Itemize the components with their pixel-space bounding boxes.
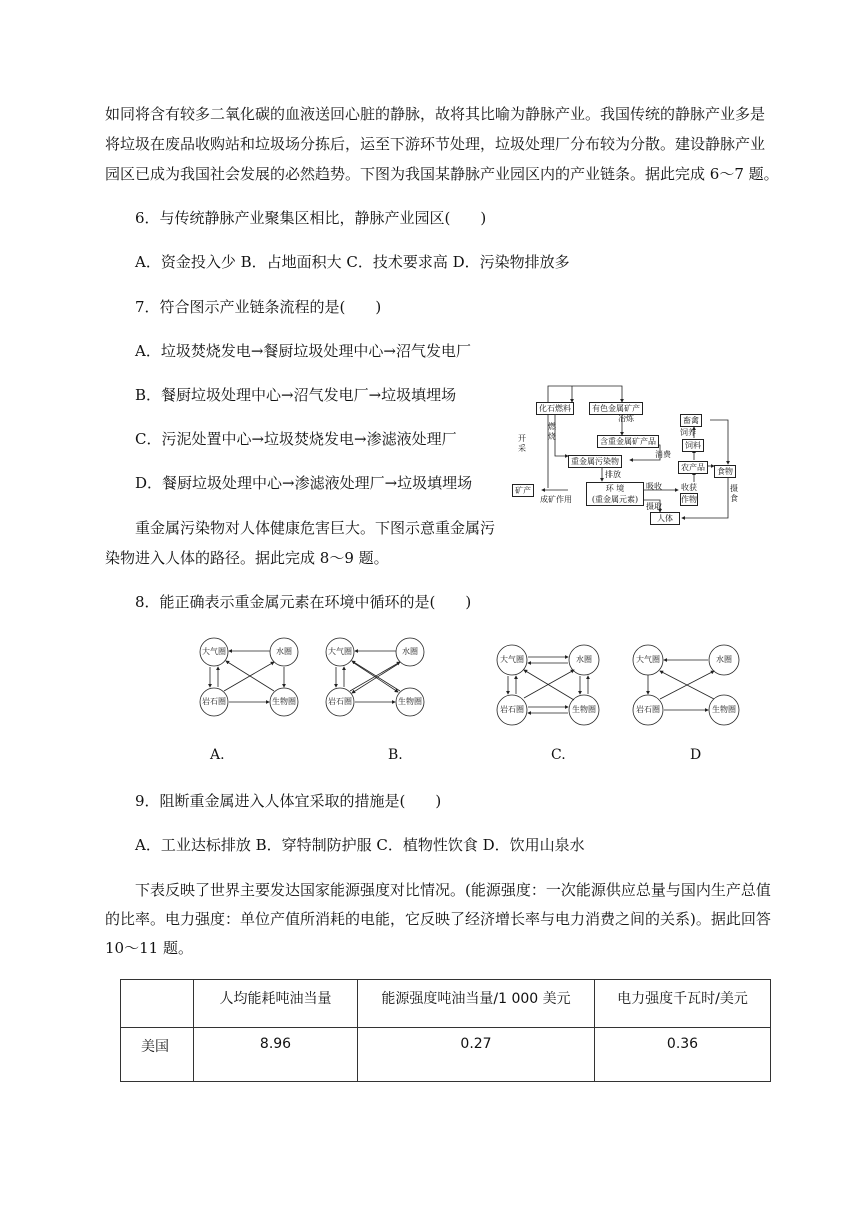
ore-box: 矿产	[512, 484, 534, 497]
cycle-d-lithosphere: 岩石圈	[636, 705, 660, 714]
cycle-c-lithosphere: 岩石圈	[500, 705, 524, 714]
heavy-metal-product-box: 含重金属矿产品	[597, 435, 659, 448]
q8-option-d-label: D	[690, 747, 702, 763]
question-9-options: A．工业达标排放 B．穿特制防护服 C．植物性饮食 D．饮用山泉水	[135, 836, 585, 854]
table-header-energy-intensity: 能源强度吨油当量/1 000 美元	[358, 980, 595, 1028]
environment-line2: (重金属元素)	[591, 495, 639, 504]
table-cell-per-capita: 8.96	[194, 1028, 358, 1082]
heavy-metal-pathway-diagram	[510, 378, 742, 530]
cycle-diagram-b	[318, 634, 454, 720]
smelting-label: 冶炼	[618, 414, 634, 423]
cycle-a-hydrosphere: 水圈	[276, 647, 292, 656]
cycle-d-hydrosphere: 水圈	[716, 655, 732, 664]
table-header-power-intensity: 电力强度千瓦时/美元	[595, 980, 771, 1028]
pollutant-box: 重金属污染物	[568, 455, 622, 468]
passage2-line1: 重金属污染物对人体健康危害巨大。下图示意重金属污	[135, 519, 496, 537]
ingest-label: 摄食	[730, 484, 738, 503]
table-header-row	[121, 980, 771, 1028]
question-6-stem: 6．与传统静脉产业聚集区相比，静脉产业园区( )	[135, 209, 487, 227]
table-header-per-capita: 人均能耗吨油当量	[194, 980, 358, 1028]
agri-product-box: 农产品	[678, 461, 708, 474]
raise-label: 饲养	[680, 428, 696, 437]
cycle-b-hydrosphere: 水圈	[402, 647, 418, 656]
passage1-line3: 园区已成为我国社会发展的必然趋势。下图为我国某静脉产业园区内的产业链条。据此完成 6～7 题。	[105, 165, 779, 183]
ore-formation-label: 成矿作用	[540, 495, 572, 504]
crop-line2: 作物	[681, 495, 697, 504]
cycle-b-biosphere: 生物圈	[398, 697, 422, 706]
passage3-line3: 10～11 题。	[105, 939, 193, 957]
cycle-diagram-d	[628, 640, 764, 726]
nonferrous-ore-box: 有色金属矿产	[589, 402, 643, 415]
question-8-stem: 8．能正确表示重金属元素在环境中循环的是( )	[135, 593, 472, 611]
table-cell-power-intensity: 0.36	[595, 1028, 771, 1082]
burn-label: 燃烧	[548, 422, 556, 441]
human-box: 人体	[650, 512, 680, 525]
pathway-arrows	[510, 378, 742, 530]
table-row	[121, 1028, 771, 1082]
passage1-line2: 将垃圾在废品收购站和垃圾场分拣后，运至下游环节处理，垃圾处理厂分布较为分散。建设静脉产业	[105, 135, 766, 153]
discharge-label: 排放	[605, 470, 621, 479]
intake-label: 摄取	[646, 502, 662, 511]
q8-option-b-label: B.	[388, 747, 403, 763]
question-7-option-b: B．餐厨垃圾处理中心→沼气发电厂→垃圾填埋场	[135, 386, 457, 404]
mining-label: 开采	[518, 434, 526, 453]
consume-label: 消费	[655, 450, 671, 459]
question-7-option-c: C．污泥处置中心→垃圾焚烧发电→渗滤液处理厂	[135, 430, 457, 448]
table-cell-country: 美国	[121, 1028, 194, 1082]
cycle-d-atmosphere: 大气圈	[636, 655, 660, 664]
cycle-a-atmosphere: 大气圈	[202, 647, 226, 656]
environment-line1: 环 境	[605, 484, 625, 493]
q8-option-c-label: C.	[551, 747, 566, 763]
feed-box: 饲料	[682, 439, 704, 452]
table-cell-energy-intensity: 0.27	[358, 1028, 595, 1082]
cycle-diagram-a	[194, 634, 330, 720]
question-7-stem: 7．符合图示产业链条流程的是( )	[135, 298, 382, 316]
cycle-c-biosphere: 生物圈	[572, 705, 596, 714]
cycle-a-biosphere: 生物圈	[272, 697, 296, 706]
cycle-c-atmosphere: 大气圈	[500, 655, 524, 664]
environment-box	[586, 482, 644, 506]
passage3-line2: 的比率。电力强度：单位产值所消耗的电能，它反映了经济增长率与电力消费之间的关系)。据此回答	[105, 910, 771, 928]
cycle-b-atmosphere: 大气圈	[328, 647, 352, 656]
q8-option-a-label: A.	[210, 747, 225, 763]
crop-line1: 收获	[681, 483, 697, 492]
question-9-stem: 9．阻断重金属进入人体宜采取的措施是( )	[135, 792, 442, 810]
cycle-a-lithosphere: 岩石圈	[202, 697, 226, 706]
cycle-d-biosphere: 生物圈	[712, 705, 736, 714]
crop-box	[678, 482, 700, 506]
question-7-option-a: A．垃圾焚烧发电→餐厨垃圾处理中心→沼气发电厂	[135, 342, 471, 360]
fossil-fuel-box: 化石燃料	[536, 402, 574, 415]
question-6-options: A．资金投入少 B．占地面积大 C．技术要求高 D．污染物排放多	[135, 253, 570, 271]
cycle-diagram-c	[492, 640, 628, 726]
passage2-line2: 染物进入人体的路径。据此完成 8～9 题。	[105, 549, 389, 567]
passage3-line1: 下表反映了世界主要发达国家能源强度对比情况。(能源强度：一次能源供应总量与国内生产总值	[135, 881, 771, 899]
absorb-label: 吸收	[646, 482, 662, 491]
cycle-c-hydrosphere: 水圈	[576, 655, 592, 664]
food-box: 食物	[714, 465, 736, 478]
table-header-blank	[121, 980, 194, 1028]
energy-intensity-table	[120, 979, 771, 1082]
question-7-option-d: D．餐厨垃圾处理中心→渗滤液处理厂→垃圾填埋场	[135, 474, 473, 492]
cycle-b-lithosphere: 岩石圈	[328, 697, 352, 706]
passage1-line1: 如同将含有较多二氧化碳的血液送回心脏的静脉，故将其比喻为静脉产业。我国传统的静脉产业多是	[105, 105, 766, 123]
livestock-box: 畜禽	[680, 414, 702, 427]
